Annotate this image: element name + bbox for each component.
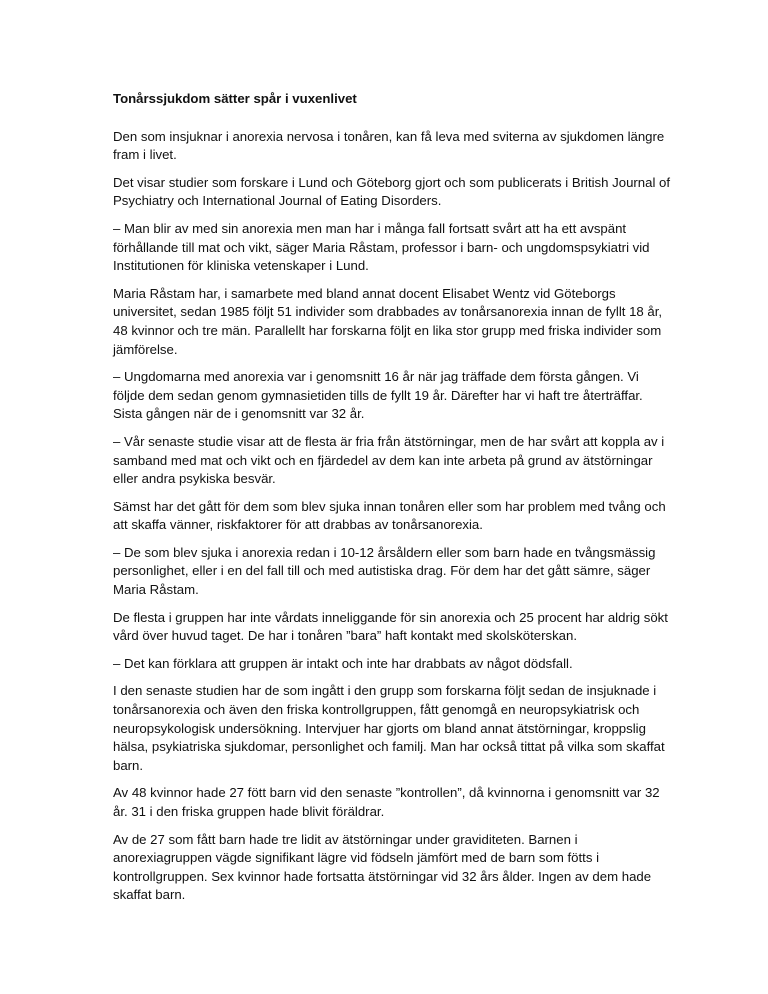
paragraph-1: Den som insjuknar i anorexia nervosa i tonåren, kan få leva med sviterna av sjukdomen längre fram i livet. (113, 128, 665, 163)
paragraph-2: Det visar studier som forskare i Lund och Göteborg gjort och som publicerats i British Journal of Psychiatry och International Journal of Eating Disorders. (113, 174, 671, 209)
document-page (113, 90, 673, 914)
paragraph-9: De flesta i gruppen har inte vårdats inneliggande för sin anorexia och 25 procent har aldrig sökt vård över huvud taget. De har i tonåren ”bara” haft kontakt med skolsköterskan. (113, 609, 668, 644)
paragraph-6: – Vår senaste studie visar att de flesta är fria från ätstörningar, men de har svårt att koppla av i samband med mat och vikt och en fjärdedel av dem kan inte arbeta på grund av ätstörningar eller andra psykiska besvär. (113, 433, 665, 487)
paragraph-8: – De som blev sjuka i anorexia redan i 10-12 årsåldern eller som barn hade en tvångsmässig personlighet, eller i en del fall till och med autistiska drag. För dem har det gått sämre, säger Maria Råstam. (113, 544, 656, 598)
paragraph-12: Av 48 kvinnor hade 27 fött barn vid den senaste ”kontrollen”, då kvinnorna i genomsnitt var 32 år. 31 i den friska gruppen hade blivit föräldrar. (113, 785, 660, 819)
paragraph-11: I den senaste studien har de som ingått i den grupp som forskarna följt sedan de insjuknade i tonårsanorexia och även den friska kontrollgruppen, fått genomgå en neuropsykiatrisk och neuropsykologisk undersökning. Intervjuer har gjorts om bland annat ätstörningar, kroppslig hälsa, psykiatriska sjukdomar, personlighet och familj. Man har också tittat på vilka som skaffat barn. (113, 683, 665, 773)
paragraph-7: Sämst har det gått för dem som blev sjuka innan tonåren eller som har problem med tvång och att skaffa vänner, riskfaktorer för att drabbas av tonårsanorexia. (113, 498, 666, 533)
paragraph-10: – Det kan förklara att gruppen är intakt och inte har drabbats av något dödsfall. (113, 655, 573, 671)
article-title: Tonårssjukdom sätter spår i vuxenlivet (113, 91, 357, 106)
paragraph-13: Av de 27 som fått barn hade tre lidit av ätstörningar under graviditeten. Barnen i anorexiagruppen vägde signifikant lägre vid födseln jämfört med de barn som fötts i kontrollgruppen. Sex kvinnor hade fortsatta ätstörningar vid 32 års ålder. Ingen av dem hade skaffat barn. (113, 831, 652, 903)
paragraph-3: – Man blir av med sin anorexia men man har i många fall fortsatt svårt att ha ett avspänt förhållande till mat och vikt, säger Maria Råstam, professor i barn- och ungdomspsykiatri vid Institutionen för kliniska vetenskaper i Lund. (113, 220, 650, 274)
paragraph-4: Maria Råstam har, i samarbete med bland annat docent Elisabet Wentz vid Göteborgs universitet, sedan 1985 följt 51 individer som drabbades av tonårsanorexia innan de fyllt 18 år, 48 kvinnor och tre män. Parallellt har forskarna följt en lika stor grupp med friska individer som jämförelse. (113, 285, 663, 357)
paragraph-5: – Ungdomarna med anorexia var i genomsnitt 16 år när jag träffade dem första gången. Vi följde dem sedan genom gymnasietiden tills de fyllt 19 år. Därefter har vi haft tre återträffar. Sista gången när de i genomsnitt var 32 år. (113, 369, 643, 422)
